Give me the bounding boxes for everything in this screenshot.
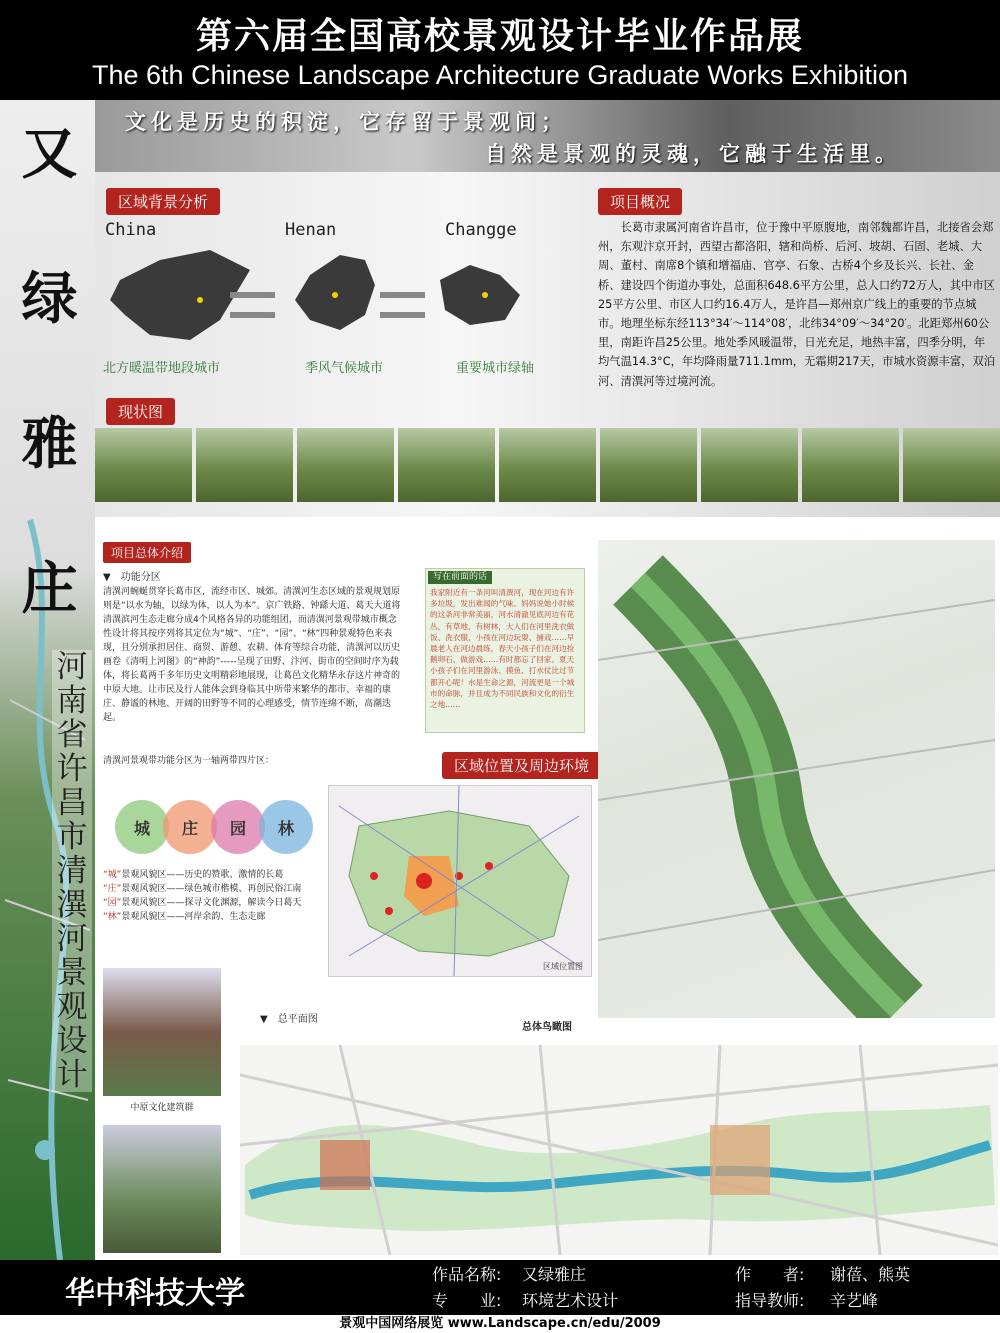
master-plan (240, 1045, 998, 1255)
village-render-photo (103, 1125, 221, 1253)
vertical-title: 河南省许昌市清潩河景观设计 (52, 650, 92, 1092)
note-box (425, 568, 585, 733)
zone-item: “园”景观风貌区——探寻文化渊源，解读今日葛天 (103, 898, 302, 908)
title-en: The 6th Chinese Landscape Architecture Graduate Works Exhibition (92, 60, 908, 90)
note-text: 我家附近有一条河叫清潩河，现在河边有许多垃圾，发出难闻的气味。妈妈说她小时候的这条河非常美丽，河水清澈见底河边有花丛，有草地，有树林，大人们在河里洗衣做饭、洗衣服，小孩在河边玩耍、捕戏……早晨老人在河边晨练，春天小孩子们在河边捡鹅卵石、做游戏……有时都忘了回家。夏天小孩子们在河里游泳、摸鱼、打水仗比过节都开心呢！水是生命之源，河流更是一个城市的命脉，并且成为不同民族和文化的衍生之地…… (430, 588, 575, 710)
status-photo (600, 428, 697, 502)
status-photo (701, 428, 798, 502)
banner-line-2: 自然是景观的灵魂，它融于生活里。 (485, 142, 901, 166)
aerial-label: 总体鸟瞰图 (522, 1022, 572, 1033)
work-label: 作品名称: (432, 1265, 502, 1284)
location-badge: 区域位置及周边环境 (442, 752, 601, 779)
intro-text: 清潩河蜿蜒贯穿长葛市区，流经市区、城郊。清潩河生态区域的景观规划原则是“以水为轴，以绿为体，以人为本”。京广铁路、钟繇大道、葛天大道将清潩滨河生态走廊分成4个风格各异的功能组团，而清潩河景观带城市概念性设计将其按序列将其定位为“城”、“庄”、“园”、“林”四种景观特色来表现，且分别承担居住、商贸、游憩、农耕、体育等综合功能，清潩河以历史画卷《清明上河图》的“神韵”-----呈现了田野、汴河、街市的空间时序为载体，将长葛两千多年历史文明精彩地展现，让葛邑文化精华永存这片神奇的中原大地。让市民及行人能体会到身临其中所带来繁华的都市、幸福的康庄、静谧的林地、开阔的田野等不同的心理感受，情节连绵不断，高潮迭起。 (103, 587, 401, 723)
overview-badge: 项目概况 (598, 188, 682, 215)
zone-list (103, 868, 313, 924)
intro-sub: ▼ 功能分区 (103, 572, 161, 583)
map-caption-henan: 季风气候城市 (305, 361, 384, 376)
location-caption: 区域位置图 (543, 962, 583, 971)
work-value: 又绿雅庄 (522, 1265, 587, 1284)
intro-badge: 项目总体介绍 (103, 542, 191, 563)
author-value: 谢蓓、熊英 (830, 1265, 911, 1284)
zone-item: “城”景观风貌区——历史的赞歌、激情的长葛 (103, 870, 284, 880)
zone-circle-yuan: 园 (211, 800, 265, 854)
status-photo (398, 428, 495, 502)
side-char-3: 雅 (21, 411, 78, 477)
note-title: 写在前面的话 (428, 571, 492, 584)
map-label-changge: Changge (445, 220, 517, 240)
side-char-2: 绿 (21, 266, 78, 332)
status-photo (196, 428, 293, 502)
zone-item: “庄”景观风貌区——绿色城市楷模、再创民俗江南 (103, 884, 302, 894)
plan-sub: ▼ 总平面图 (260, 1014, 318, 1025)
major-label: 专 业: (432, 1291, 502, 1310)
advisor-label: 指导教师: (735, 1291, 805, 1310)
aerial-view (598, 540, 995, 1018)
aerial-drawing (598, 540, 995, 1018)
map-label-henan: Henan (285, 220, 337, 240)
side-char-1: 又 (21, 121, 78, 187)
zone-item: “林”景观风貌区——河岸余韵、生态走廊 (103, 912, 266, 922)
side-char-4: 庄 (21, 556, 78, 622)
title-cn: 第六届全国高校景观设计毕业作品展 (195, 16, 804, 57)
status-photos (95, 428, 1000, 502)
overview-text: 长葛市隶属河南省许昌市，位于豫中平原腹地，南邻魏都许昌，北接省会郑州，东观汴京开封，西望古都洛阳，辖和尚桥、后河、坡胡、石固、老城、大周、董村、南席8个镇和增福庙、官亭、石象、古桥4个乡及长兴、长社、金桥、建设四个街道办事处，总面积648.6平方公里，总人口约72万人，其中市区25平方公里、市区人口约16.4万人，是许昌—郑州京广线上的重要的节点城市。地理坐标东经113°34′～114°08′，北纬34°09′～34°20′。北距郑州60公里，南距许昌25公里。地处季风暖温带，日光充足，地热丰富，四季分明，年均气温14.3°C，年均降雨量711.1mm，无霜期217天，市城水资源丰富，双泊河、清潩河等过境河流。 (598, 221, 996, 388)
culture-buildings-photo (103, 968, 221, 1096)
regional-maps (100, 240, 560, 350)
header (0, 0, 1000, 100)
zone-circle-cheng: 城 (115, 800, 169, 854)
zone-circle-lin: 林 (259, 800, 313, 854)
changge-map (440, 265, 520, 325)
status-photo (499, 428, 596, 502)
banner-line-1: 文化是历史的积淀，它存留于景观间； (125, 110, 567, 134)
map-label-china: China (105, 220, 157, 240)
intro-summary: 清潩河景观带功能分区为一轴两带四片区： (103, 756, 275, 766)
zone-circles (115, 800, 313, 854)
location-map (328, 785, 592, 977)
master-plan-drawing (240, 1045, 998, 1255)
location-map-drawing (329, 786, 591, 976)
site-url[interactable]: 景观中国网络展览 www.Landscape.cn/edu/2009 (0, 1315, 1000, 1333)
status-photo (903, 428, 1000, 502)
banner (95, 100, 1000, 172)
status-photo (95, 428, 192, 502)
advisor-value: 辛艺峰 (830, 1291, 879, 1310)
zone-circle-zhuang: 庄 (163, 800, 217, 854)
status-badge: 现状图 (106, 398, 175, 425)
photo-caption: 中原文化建筑群 (130, 1103, 194, 1113)
footer (0, 1260, 1000, 1333)
status-photo (802, 428, 899, 502)
status-photo (297, 428, 394, 502)
map-caption-china: 北方暖温带地段城市 (103, 361, 221, 376)
author-label: 作 者: (735, 1265, 805, 1284)
major-value: 环境艺术设计 (522, 1291, 619, 1310)
map-caption-changge: 重要城市绿轴 (456, 361, 535, 376)
university: 华中科技大学 (65, 1276, 245, 1311)
regional-badge: 区域背景分析 (106, 188, 220, 215)
china-map (110, 250, 250, 340)
